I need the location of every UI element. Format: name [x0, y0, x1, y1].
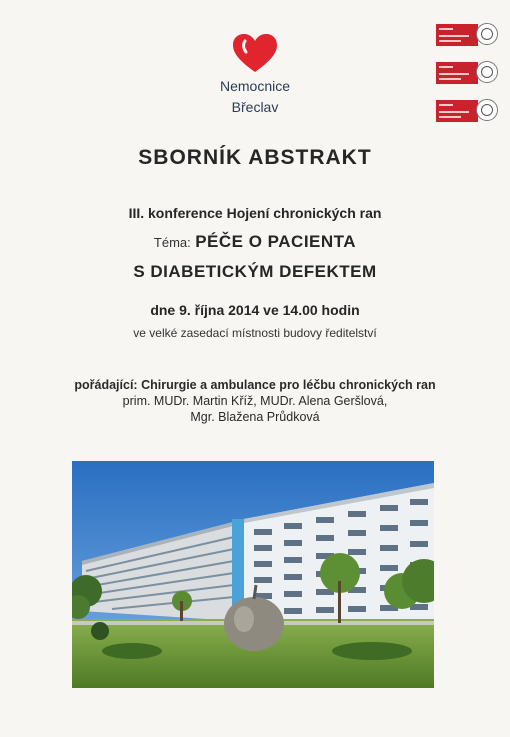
organizer-label: pořádající:	[74, 378, 138, 392]
topic-label: Téma:	[153, 235, 191, 250]
iso-9001-certificate-icon	[436, 24, 498, 46]
event-venue: ve velké zasedací místnosti budovy ředitelství	[133, 326, 377, 340]
hospital-logo	[200, 32, 310, 116]
certification-badges	[436, 24, 498, 138]
conference-name: III. konference Hojení chronických ran	[128, 205, 382, 221]
topic-line2: S DIABETICKÝM DEFEKTEM	[133, 262, 377, 281]
organizer-people-line1: prim. MUDr. Martin Kříž, MUDr. Alena Geršlová,	[122, 394, 388, 408]
topic-line1: PÉČE O PACIENTA	[195, 232, 357, 251]
organizer-block	[0, 377, 510, 425]
document-title: SBORNÍK ABSTRAKT	[138, 146, 372, 169]
ohsas-18001-certificate-icon	[436, 100, 498, 122]
event-date: dne 9. října 2014 ve 14.00 hodin	[150, 302, 360, 318]
heart-logo-icon	[231, 32, 279, 74]
topic-heading	[0, 232, 510, 252]
logo-text-line2: Břeclav	[231, 99, 279, 115]
organizer-people-line2: Mgr. Blažena Průdková	[190, 410, 320, 424]
hospital-building-photo	[72, 461, 434, 688]
logo-text-line1: Nemocnice	[219, 78, 291, 94]
iso-14001-certificate-icon	[436, 62, 498, 84]
organizer-name: Chirurgie a ambulance pro léčbu chronických ran	[141, 378, 436, 392]
